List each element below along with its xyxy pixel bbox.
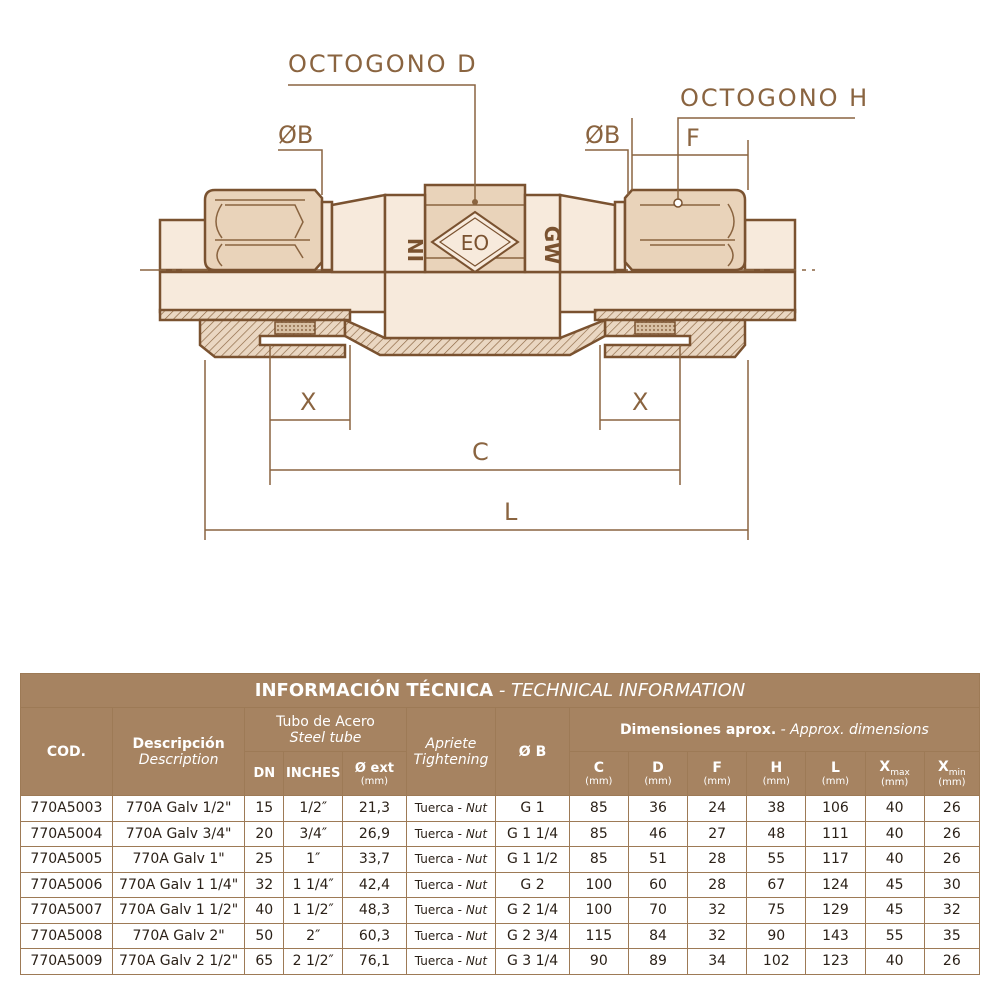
svg-text:F: F: [686, 124, 700, 152]
cell-f: 28: [688, 847, 747, 873]
header-d: D (mm): [628, 752, 687, 796]
header-inches: INCHES: [284, 752, 343, 796]
cell-f: 27: [688, 821, 747, 847]
cell-ext: 76,1: [343, 949, 406, 975]
cell-h: 75: [747, 898, 806, 924]
technical-table: [20, 673, 980, 975]
svg-text:C: C: [472, 438, 489, 466]
cell-cod: 770A5006: [21, 872, 113, 898]
cell-d: 84: [628, 923, 687, 949]
cell-d: 51: [628, 847, 687, 873]
cell-ext: 48,3: [343, 898, 406, 924]
cell-f: 32: [688, 898, 747, 924]
header-f: F (mm): [688, 752, 747, 796]
cell-tightening: Tuerca - Nut: [406, 847, 496, 873]
dimension-x-right: [600, 345, 680, 485]
cell-c: 85: [569, 821, 628, 847]
cell-c: 100: [569, 898, 628, 924]
cell-dn: 15: [245, 796, 284, 822]
cell-h: 67: [747, 872, 806, 898]
header-dimensions: Dimensiones aprox. - Approx. dimensions: [569, 708, 979, 752]
cell-tightening: Tuerca - Nut: [406, 923, 496, 949]
cell-d: 60: [628, 872, 687, 898]
cell-b: G 1 1/2: [496, 847, 569, 873]
header-tightening: Apriete Tightening: [406, 708, 496, 796]
cell-xmax: 45: [865, 872, 924, 898]
cell-xmax: 55: [865, 923, 924, 949]
header-ext: Ø ext (mm): [343, 752, 406, 796]
label-octogono-h: [678, 84, 869, 200]
cell-ext: 42,4: [343, 872, 406, 898]
dimension-f: [632, 118, 748, 190]
emblem-text: EO: [460, 231, 490, 255]
header-cod: COD.: [21, 708, 113, 796]
cell-xmax: 45: [865, 898, 924, 924]
cell-l: 124: [806, 872, 865, 898]
cell-b: G 1 1/4: [496, 821, 569, 847]
right-nut: [625, 190, 745, 270]
header-dn: DN: [245, 752, 284, 796]
cell-desc: 770A Galv 1 1/4": [112, 872, 245, 898]
cell-b: G 2: [496, 872, 569, 898]
cell-dn: 32: [245, 872, 284, 898]
table-row: [21, 821, 980, 847]
cell-b: G 2 1/4: [496, 898, 569, 924]
cell-tightening: Tuerca - Nut: [406, 796, 496, 822]
cell-cod: 770A5008: [21, 923, 113, 949]
table-row: [21, 872, 980, 898]
cell-desc: 770A Galv 1 1/2": [112, 898, 245, 924]
cell-ext: 60,3: [343, 923, 406, 949]
cell-xmax: 40: [865, 949, 924, 975]
cell-c: 85: [569, 847, 628, 873]
table-row: [21, 847, 980, 873]
cell-l: 143: [806, 923, 865, 949]
header-steel-tube: Tubo de Acero Steel tube: [245, 708, 406, 752]
dimension-c: [270, 438, 680, 470]
table-title-row: [21, 674, 980, 708]
cell-ext: 21,3: [343, 796, 406, 822]
dimension-x-left: [270, 345, 350, 485]
cell-dn: 40: [245, 898, 284, 924]
cell-dn: 65: [245, 949, 284, 975]
svg-text:ØB: ØB: [278, 121, 314, 149]
cell-tightening: Tuerca - Nut: [406, 949, 496, 975]
header-l: L (mm): [806, 752, 865, 796]
label-diam-b-right: [585, 121, 628, 195]
cell-h: 38: [747, 796, 806, 822]
cell-d: 36: [628, 796, 687, 822]
svg-text:OCTOGONO D: OCTOGONO D: [288, 50, 478, 78]
left-nut: [205, 190, 332, 270]
cell-b: G 1: [496, 796, 569, 822]
svg-text:ØB: ØB: [585, 121, 621, 149]
cell-inches: 1 1/4″: [284, 872, 343, 898]
cell-b: G 2 3/4: [496, 923, 569, 949]
svg-text:OCTOGONO H: OCTOGONO H: [680, 84, 870, 112]
cell-cod: 770A5009: [21, 949, 113, 975]
cell-desc: 770A Galv 3/4": [112, 821, 245, 847]
cell-cod: 770A5004: [21, 821, 113, 847]
cell-inches: 1″: [284, 847, 343, 873]
cell-l: 106: [806, 796, 865, 822]
cell-cod: 770A5003: [21, 796, 113, 822]
cell-c: 90: [569, 949, 628, 975]
central-body: [332, 185, 625, 272]
table-header-row-1: [21, 708, 980, 752]
cell-f: 32: [688, 923, 747, 949]
table-row: [21, 949, 980, 975]
cell-xmax: 40: [865, 796, 924, 822]
cell-dn: 20: [245, 821, 284, 847]
cell-xmin: 30: [924, 872, 979, 898]
cell-tightening: Tuerca - Nut: [406, 872, 496, 898]
table-row: [21, 923, 980, 949]
cell-xmin: 32: [924, 898, 979, 924]
header-xmax: $X_{max}$ (mm): [865, 752, 924, 796]
cell-c: 85: [569, 796, 628, 822]
cell-h: 48: [747, 821, 806, 847]
cell-tightening: Tuerca - Nut: [406, 898, 496, 924]
cell-desc: 770A Galv 2 1/2": [112, 949, 245, 975]
cell-cod: 770A5005: [21, 847, 113, 873]
table-title: INFORMACIÓN TÉCNICA - TECHNICAL INFORMATION: [21, 674, 980, 708]
cell-xmin: 35: [924, 923, 979, 949]
cell-d: 46: [628, 821, 687, 847]
cell-xmax: 40: [865, 821, 924, 847]
body-mark-left: NI: [403, 237, 427, 263]
cell-ext: 26,9: [343, 821, 406, 847]
cell-ext: 33,7: [343, 847, 406, 873]
header-c: C (mm): [569, 752, 628, 796]
header-h: H (mm): [747, 752, 806, 796]
cell-dn: 50: [245, 923, 284, 949]
cell-xmax: 40: [865, 847, 924, 873]
cell-inches: 1 1/2″: [284, 898, 343, 924]
cell-l: 129: [806, 898, 865, 924]
cell-desc: 770A Galv 1": [112, 847, 245, 873]
cell-l: 111: [806, 821, 865, 847]
cell-l: 117: [806, 847, 865, 873]
table-row: [21, 796, 980, 822]
cell-f: 24: [688, 796, 747, 822]
cell-b: G 3 1/4: [496, 949, 569, 975]
cell-xmin: 26: [924, 949, 979, 975]
cell-tightening: Tuerca - Nut: [406, 821, 496, 847]
body-mark-right: GW: [540, 225, 564, 265]
cell-inches: 3/4″: [284, 821, 343, 847]
cell-l: 123: [806, 949, 865, 975]
cell-inches: 2″: [284, 923, 343, 949]
section-view: [160, 272, 795, 357]
cell-f: 28: [688, 872, 747, 898]
cell-desc: 770A Galv 2": [112, 923, 245, 949]
svg-text:X: X: [300, 388, 317, 416]
cell-d: 89: [628, 949, 687, 975]
table-row: [21, 898, 980, 924]
cell-h: 102: [747, 949, 806, 975]
right-pipe: [745, 220, 795, 270]
cell-xmin: 26: [924, 796, 979, 822]
cell-dn: 25: [245, 847, 284, 873]
cell-c: 115: [569, 923, 628, 949]
cell-c: 100: [569, 872, 628, 898]
cell-h: 55: [747, 847, 806, 873]
cell-desc: 770A Galv 1/2": [112, 796, 245, 822]
cell-xmin: 26: [924, 821, 979, 847]
cell-inches: 2 1/2″: [284, 949, 343, 975]
cell-d: 70: [628, 898, 687, 924]
header-description: Descripción Description: [112, 708, 245, 796]
svg-text:X: X: [632, 388, 649, 416]
table-body: [21, 796, 980, 975]
cell-cod: 770A5007: [21, 898, 113, 924]
header-diam-b: Ø B: [496, 708, 569, 796]
cell-inches: 1/2″: [284, 796, 343, 822]
label-diam-b-left: [278, 121, 322, 195]
label-octogono-d: [288, 50, 478, 205]
cell-xmin: 26: [924, 847, 979, 873]
header-xmin: $X_{min}$ (mm): [924, 752, 979, 796]
cell-f: 34: [688, 949, 747, 975]
svg-text:L: L: [504, 498, 518, 526]
cell-h: 90: [747, 923, 806, 949]
